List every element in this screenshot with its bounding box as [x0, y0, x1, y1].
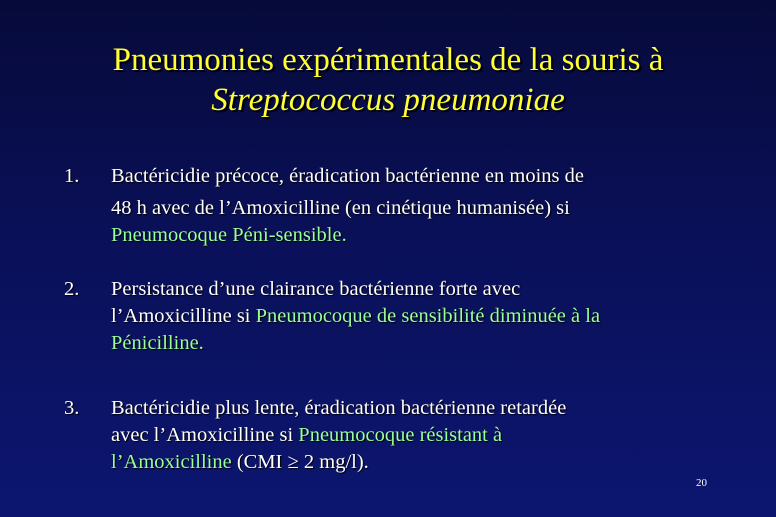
- page-number: 20: [696, 477, 707, 489]
- item-1-line-1: Bactéricidie précoce, éradication bactérienne en moins de: [111, 165, 584, 187]
- item-3-tail: (CMI ≥ 2 mg/l).: [231, 451, 369, 473]
- title-line-1: Pneumonies expérimentales de la souris à: [112, 42, 664, 78]
- item-3-line-2-plain: avec l’Amoxicilline si: [111, 424, 299, 446]
- item-1-line-2: 48 h avec de l’Amoxicilline (en cinétique humanisée) si: [111, 197, 570, 219]
- item-2-line-2-plain: l’Amoxicilline si: [111, 305, 256, 327]
- item-3-line-3: [111, 449, 744, 476]
- slide-title: [0, 40, 776, 120]
- list-item-2: [64, 276, 744, 357]
- list-item-text: [111, 163, 744, 249]
- item-2-highlight-b: Pénicilline.: [111, 332, 204, 354]
- list-item-text: [111, 276, 744, 357]
- item-2-highlight-a: Pneumocoque de sensibilité diminuée à la: [255, 305, 601, 327]
- list-item-number: 1.: [64, 165, 80, 187]
- list-item-number: 2.: [64, 278, 80, 300]
- item-3-highlight-b: l’Amoxicilline: [111, 451, 232, 473]
- item-3-line-2: [111, 422, 744, 449]
- list-item-1: [64, 163, 744, 249]
- item-3-highlight-a: Pneumocoque résistant à: [298, 424, 503, 446]
- list-item-text: [111, 395, 744, 476]
- list-item-number: 3.: [64, 397, 80, 419]
- item-1-highlight: Pneumocoque Péni-sensible.: [111, 224, 347, 246]
- item-2-line-2: [111, 303, 744, 330]
- item-3-line-1: Bactéricidie plus lente, éradication bactérienne retardée: [111, 397, 567, 419]
- item-2-line-1: Persistance d’une clairance bactérienne forte avec: [111, 278, 521, 300]
- title-line-2: Streptococcus pneumoniae: [211, 82, 565, 118]
- list-item-3: [64, 395, 744, 476]
